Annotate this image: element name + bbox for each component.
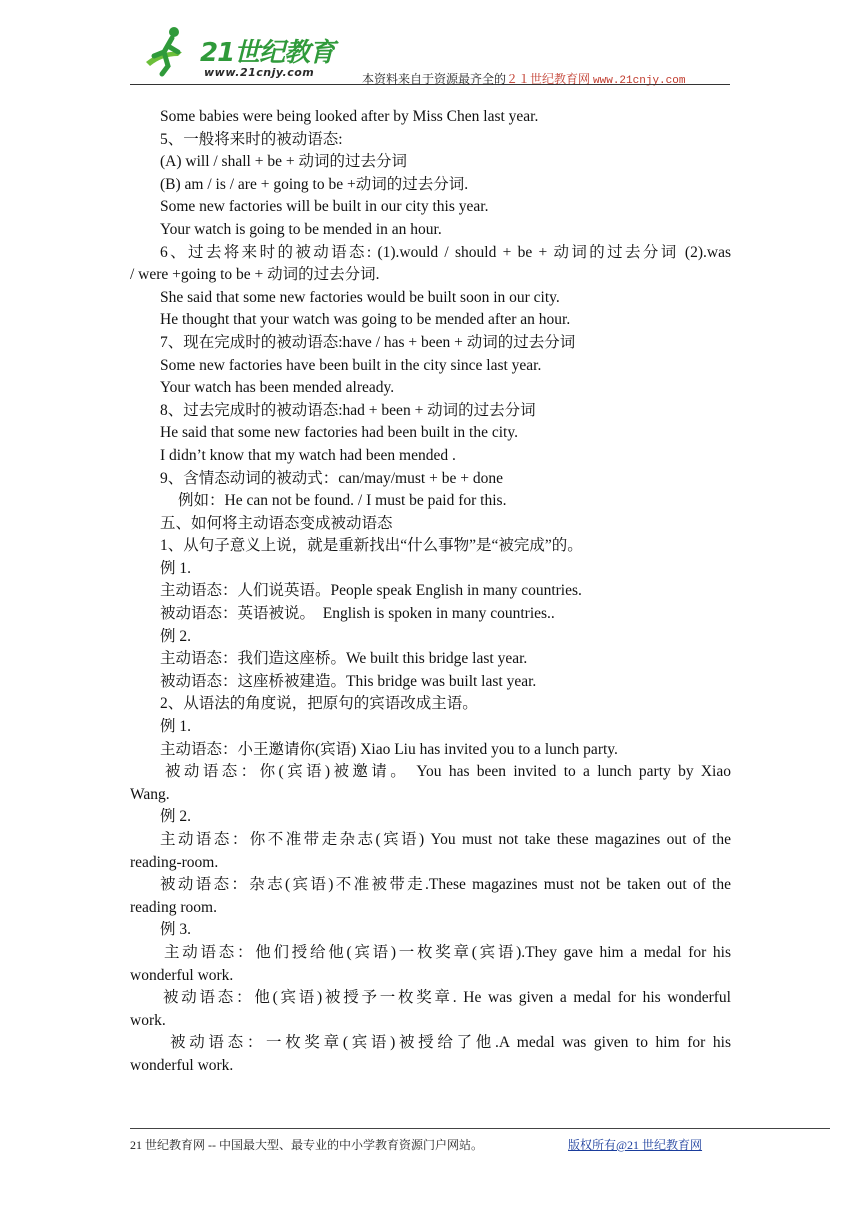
text-line: reading room. [130, 898, 217, 916]
site-logo[interactable] [138, 22, 338, 84]
text-line: wonderful work. [130, 1056, 234, 1074]
text-line: / were +going to be + 动词的过去分词. [130, 266, 380, 284]
text-line: 被动语态：你(宾语)被邀请。 You has been invited to a lunch party by Xiao [165, 763, 731, 781]
text-line: Your watch has been mended already. [160, 379, 395, 397]
document-body [130, 106, 731, 1078]
text-line: (A) will / shall + be + 动词的过去分词 [160, 153, 407, 171]
example-label: 例 2. [160, 808, 192, 826]
text-line: 被动语态：他(宾语)被授予一枚奖章. He was given a medal for his wonderful [163, 989, 731, 1007]
copyright-link[interactable]: 版权所有@21 世纪教育网 [568, 1138, 703, 1152]
section-heading: 6、过去将来时的被动语态: (1).would / should + be + 动词的过去分词 (2).was [160, 243, 731, 261]
running-figure-icon [138, 22, 202, 82]
text-line: (B) am / is / are + going to be +动词的过去分词. [160, 175, 469, 193]
text-line: 2、从语法的角度说，把原句的宾语改成主语。 [160, 695, 478, 713]
header-brand-link[interactable]: ２１世纪教育网 [506, 72, 591, 86]
footer-divider [130, 1128, 830, 1129]
text-line: Some babies were being looked after by Miss Chen last year. [160, 108, 539, 125]
text-line: 例如：He can not be found. / I must be paid for this. [178, 492, 507, 510]
text-line: 主动语态：你不准带走杂志(宾语) You must not take these magazines out of the [160, 831, 731, 848]
text-line: reading-room. [130, 853, 219, 871]
text-line: work. [130, 1011, 166, 1029]
page-header [130, 18, 730, 86]
text-line: 主动语态：他们授给他(宾语)一枚奖章(宾语).They gave him a medal for his [164, 943, 731, 961]
example-label: 例 1. [160, 559, 192, 577]
text-line: 主动语态：小王邀请你(宾语) Xiao Liu has invited you to a lunch party. [160, 740, 618, 758]
section-heading: 5、一般将来时的被动语态: [160, 130, 343, 148]
logo-url: www.21cnjy.com [204, 66, 315, 79]
example-label: 例 2. [160, 627, 192, 645]
footer-tagline: 21 世纪教育网 -- 中国最大型、最专业的中小学教育资源门户网站。 [130, 1138, 483, 1152]
text-line: 被动语态：一枚奖章(宾语)被授给了他.A medal was given to him for his [170, 1034, 731, 1052]
text-line: He thought that your watch was going to be mended after an hour. [160, 311, 571, 329]
logo-title: 21世纪教育 [200, 38, 335, 68]
section-heading: 8、过去完成时的被动语态:had + been + 动词的过去分词 [160, 401, 536, 419]
section-heading: 五、如何将主动语态变成被动语态 [160, 514, 393, 532]
page-footer [130, 1136, 830, 1153]
text-line: 被动语态：这座桥被建造。This bridge was built last year. [160, 672, 537, 690]
text-line: I didn’t know that my watch had been mended . [160, 446, 456, 464]
text-line: 1、从句子意义上说，就是重新找出“什么事物”是“被完成”的。 [160, 537, 583, 555]
text-line: He said that some new factories had been built in the city. [160, 424, 518, 442]
section-heading: 9、含情态动词的被动式：can/may/must + be + done [160, 469, 503, 487]
text-line: 被动语态：英语被说。 English is spoken in many countries.. [160, 605, 555, 623]
text-line: Some new factories will be built in our city this year. [160, 198, 489, 216]
header-divider [130, 84, 730, 85]
text-line: Some new factories have been built in the city since last year. [160, 356, 542, 374]
section-heading: 7、现在完成时的被动语态:have / has + been + 动词的过去分词 [160, 333, 576, 351]
text-line: 主动语态：人们说英语。People speak English in many countries. [160, 582, 582, 600]
header-url-link[interactable]: www.21cnjy.com [593, 75, 686, 87]
text-line: Wang. [130, 785, 170, 803]
header-note-prefix: 本资料来自于资源最齐全的 [362, 72, 507, 86]
text-line: 被动语态：杂志(宾语)不准被带走.These magazines must not be taken out of the [160, 876, 731, 894]
example-label: 例 1. [160, 718, 192, 736]
text-line: 主动语态：我们造这座桥。We built this bridge last year. [160, 650, 528, 668]
text-line: She said that some new factories would be built soon in our city. [160, 288, 560, 306]
text-line: Your watch is going to be mended in an hour. [160, 220, 442, 238]
text-line: wonderful work. [130, 966, 234, 984]
example-label: 例 3. [160, 921, 192, 939]
